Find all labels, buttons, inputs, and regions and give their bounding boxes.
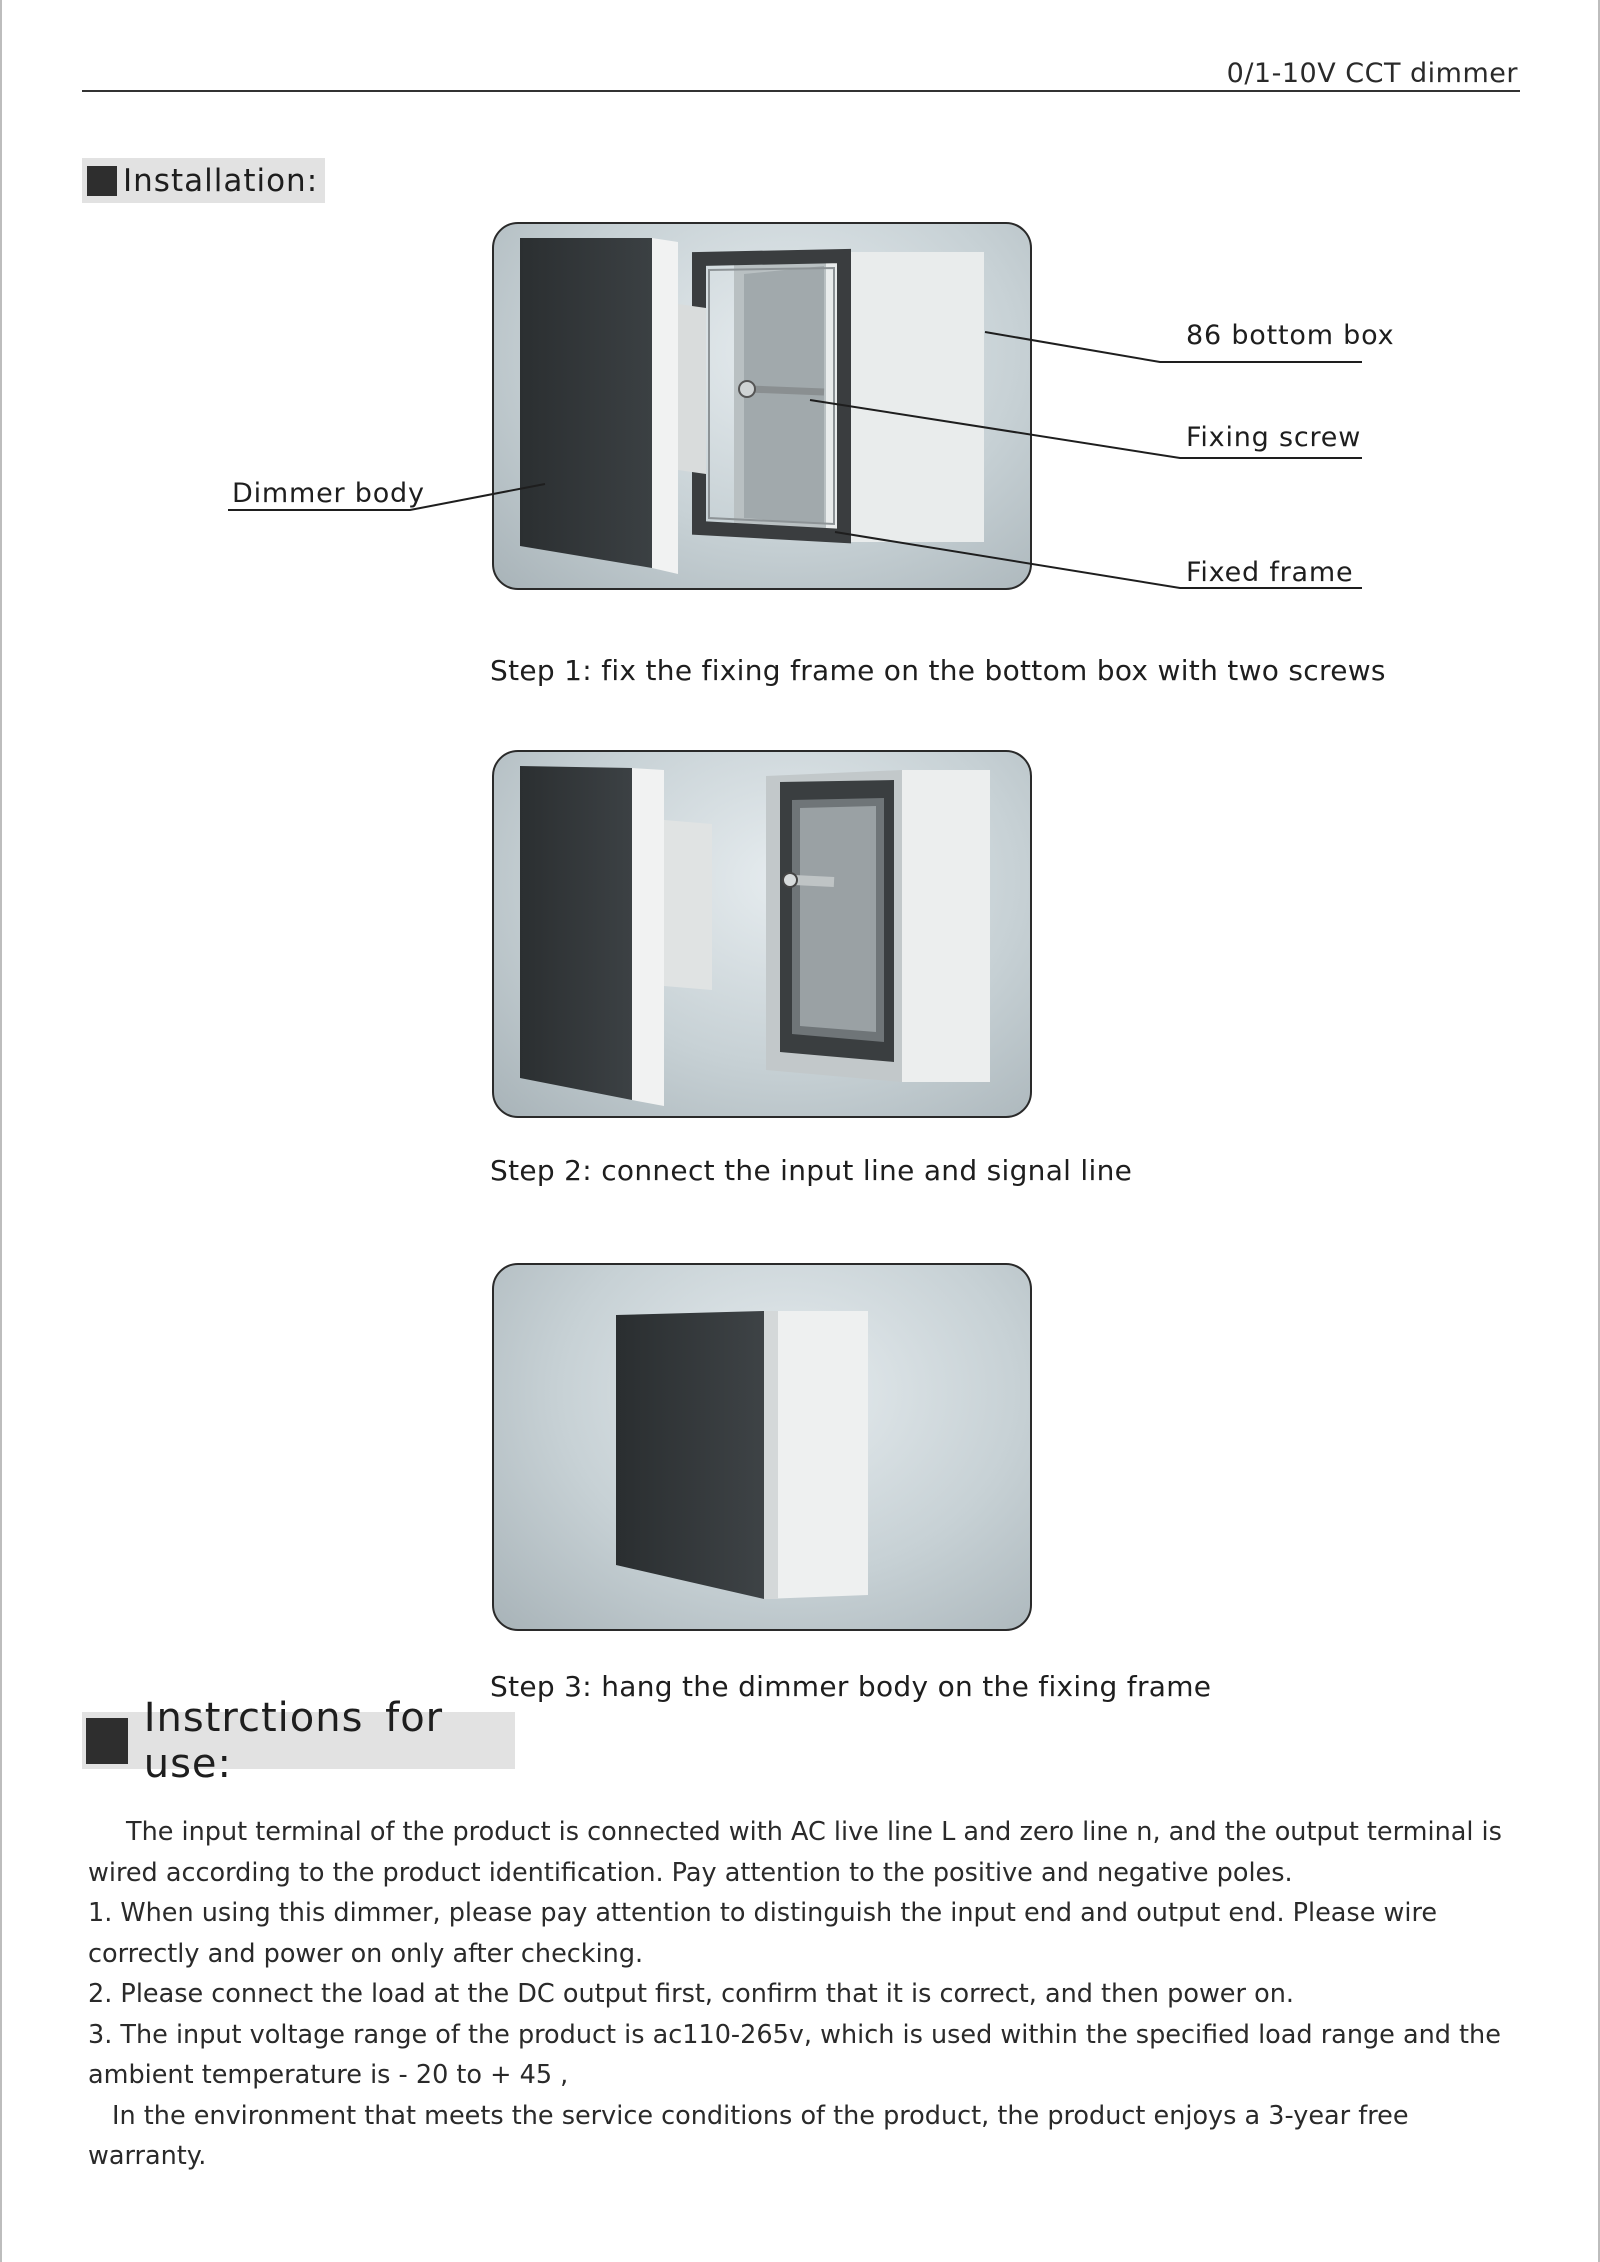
instruction-paragraph: The input terminal of the product is connected with AC live line L and zero line n, and the output terminal is wired according to the product identification. Pay attention to the positive and negative poles.: [88, 1817, 1502, 1888]
instruction-paragraph: 1. When using this dimmer, please pay attention to distinguish the input end and output end. Please wire correctly and power on only after checking.: [88, 1898, 1438, 1969]
step-1-caption: Step 1: fix the fixing frame on the bottom box with two screws: [490, 654, 1386, 687]
callout-fixed-frame: Fixed frame: [1186, 557, 1354, 588]
callout-bottom-box: 86 bottom box: [1186, 320, 1395, 351]
instruction-paragraph: In the environment that meets the service conditions of the product, the product enjoys a 3-year free warranty.: [88, 2100, 1409, 2171]
heading-square-icon: [86, 1718, 128, 1764]
callout-dimmer-body: Dimmer body: [232, 478, 425, 509]
step-3-caption: Step 3: hang the dimmer body on the fixing frame: [490, 1670, 1212, 1703]
installation-heading-text: Installation:: [123, 162, 319, 199]
callout-fixing-screw: Fixing screw: [1186, 422, 1362, 453]
instructions-body: [88, 1812, 1528, 2177]
instruction-paragraph: 3. The input voltage range of the product is ac110-265v, which is used within the specified load range and the ambient temperature is - 20 to + 45 ,: [88, 2019, 1501, 2090]
instruction-paragraph: 2. Please connect the load at the DC output first, confirm that it is correct, and then power on.: [88, 1979, 1294, 2009]
instructions-heading: [82, 1694, 515, 1787]
instructions-heading-text: Instrctions for use:: [143, 1694, 444, 1787]
step-2-caption: Step 2: connect the input line and signal line: [490, 1154, 1133, 1187]
header-title: 0/1-10V CCT dimmer: [1226, 58, 1518, 89]
